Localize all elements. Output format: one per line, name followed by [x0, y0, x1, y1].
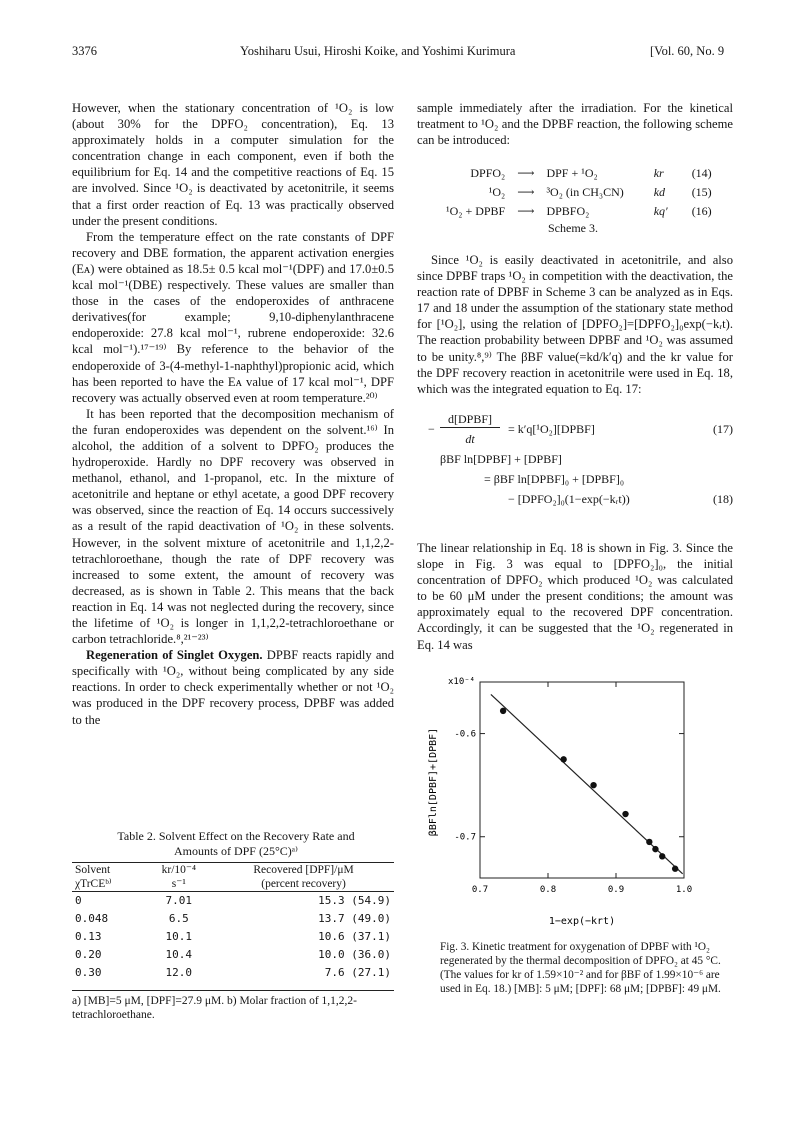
- data-point: [659, 853, 665, 859]
- scheme-rhs: DPBFO₂: [546, 204, 590, 218]
- solvent-effect-table: [72, 862, 394, 982]
- right-column-middle: [417, 252, 733, 397]
- paragraph-text: DPBF reacts rapidly and specifically with ¹O₂, without being complicated by any side reactions. In order to check experimentally whether or not ¹O₂ was produced in the DPF recovery process, DPBF was added to the: [72, 648, 395, 727]
- equation-number: (15): [691, 185, 712, 199]
- equation-line: = βBF ln[DPBF]₀ + [DPBF]₀: [484, 472, 625, 486]
- column-header: Recovered [DPF]/μM: [213, 863, 394, 878]
- y-tick-label: -0.7: [454, 832, 476, 843]
- table-row: [72, 892, 394, 911]
- y-tick-label: -0.6: [454, 729, 476, 740]
- table-cell: 10.1: [165, 930, 193, 943]
- table-cell: 0: [75, 894, 82, 907]
- scheme-lhs: ¹O₂ + DPBF: [446, 204, 506, 218]
- table-row: [72, 964, 394, 982]
- table-cell: 10.0 (36.0): [318, 948, 391, 961]
- table-cell: 6.5: [168, 912, 189, 925]
- table-cell: 0.30: [75, 966, 102, 979]
- data-point: [590, 782, 596, 788]
- minus-sign: −: [428, 422, 435, 436]
- scheme-rhs: ³O₂ (in CH₃CN): [546, 185, 624, 199]
- data-point: [622, 811, 628, 817]
- x-tick-label: 1.0: [675, 885, 693, 895]
- x-tick-label: 0.7: [471, 885, 489, 895]
- table-row: [72, 910, 394, 928]
- section-heading: Regeneration of Singlet Oxygen.: [86, 648, 263, 663]
- table-cell: 0.13: [75, 930, 102, 943]
- table-cell: 7.01: [165, 894, 193, 907]
- y-multiplier-label: x10⁻⁴: [448, 677, 476, 687]
- table-header-row: [72, 877, 394, 892]
- equation-17: [428, 410, 733, 450]
- column-header: kr/10⁻⁴: [144, 863, 213, 878]
- table-caption-line: Table 2. Solvent Effect on the Recovery Rate and: [117, 829, 355, 843]
- scheme-row: [440, 164, 718, 183]
- table-row: [72, 928, 394, 946]
- right-column-bottom: [417, 540, 733, 653]
- rate-constant: kq′: [653, 204, 668, 218]
- x-tick-label: 0.9: [607, 885, 625, 895]
- rate-constant: kd: [653, 185, 666, 199]
- table-caption: [86, 829, 386, 859]
- data-point: [652, 846, 658, 852]
- page-number: 3376: [72, 44, 97, 58]
- scheme-rhs: DPF + ¹O₂: [546, 166, 598, 180]
- equation-18: [440, 452, 733, 524]
- paragraph: From the temperature effect on the rate constants of DPF recovery and DBE formation, the apparent activation energies (Eᴀ) were obtained as 18.5± 0.5 kcal mol⁻¹(DPF) and 17.0±0.5 kcal mol⁻¹(DBE) respectively. These values are smaller than those in the cases of the endoperoxides of anthracene derivatives(for example; 9,10-diphenylanthracene endoperoxide: 27.8 kcal mol⁻¹, rubrene endoperoxide: 32.6 kcal mol⁻¹).¹⁷⁻¹⁹⁾ By reference to the behavior of the endoperoxide of 3-(4-methyl-1-naphthyl)propionic acid, which has been reported to have the Eᴀ value of 17 kcal mol⁻¹, DPF recovery was actually observed even at room temperature.²⁰⁾: [72, 229, 394, 405]
- table-cell: 7.6 (27.1): [324, 966, 391, 979]
- equation-number: (16): [691, 204, 712, 218]
- column-header: (percent recovery): [213, 877, 394, 892]
- equation-denominator: dt: [465, 432, 475, 446]
- scheme-lhs: DPFO₂: [470, 166, 506, 180]
- table-cell: 13.7 (49.0): [318, 912, 391, 925]
- table-cell: 0.048: [75, 912, 109, 925]
- x-axis-label: 1−exp(−krt): [548, 916, 616, 927]
- rate-constant: kr: [653, 166, 664, 180]
- equation-number: (14): [691, 166, 712, 180]
- scheme-arrow: ⟶: [517, 185, 535, 199]
- y-axis-label: βBFln[DPBF]+[DPBF]: [428, 727, 439, 837]
- figure-caption: Fig. 3. Kinetic treatment for oxygenation of DPBF with ¹O₂ regenerated by the thermal decomposition of DPFO₂ at 45 °C. (The values for kr of 1.59×10⁻² and for βBF of 1.99×10⁻⁶ are used in Eq. 18.) [MB]: 5 μM; [DPF]: 68 μM; [DPBF]: 49 μM.: [440, 941, 721, 995]
- scheme-3: [440, 164, 718, 221]
- table-cell: 10.6 (37.1): [318, 930, 391, 943]
- data-point: [672, 866, 678, 872]
- running-authors: Yoshiharu Usui, Hiroshi Koike, and Yoshimi Kurimura: [240, 44, 516, 58]
- data-point: [560, 756, 566, 762]
- paragraph: It has been reported that the decomposition mechanism of the furan endoperoxides was dependent on the solvent.¹⁶⁾ In alcohol, the addition of a solvent to DPFO₂ produces the hydroperoxide. Hardly no DPF recovery was observed in methanol, ethanol, and 1-propanol, etc. In the mixture of acetonitrile and heptane or ethyl acetate, a good DPF recovery was observed, since the reaction of Eq. 14 occurs successively as a result of the rapid deactivation of ¹O₂ in these solvents. However, in the solvent mixture of acetonitrile and 1,1,2,2-tetrachloroethane, though the rate of DPF recovery was increased to some extent, the amount of recovery was decreased, as is shown in Table 2. This means that the back reaction in Eq. 14 was not neglected during the recovery, since the lifetime of ¹O₂ is longer in 1,1,2,2-tetrachloroethane or carbon tetrachloride.⁸,²¹⁻²³⁾: [72, 406, 394, 647]
- table-cell: 12.0: [165, 966, 193, 979]
- column-header: χTrCEᵇ⁾: [72, 877, 144, 892]
- table-footnote: a) [MB]=5 μM, [DPF]=27.9 μM. b) Molar fraction of 1,1,2,2-tetrachloroethane.: [72, 990, 394, 1022]
- table-header-row: [72, 863, 394, 878]
- column-header: s⁻¹: [144, 877, 213, 892]
- paragraph: The linear relationship in Eq. 18 is shown in Fig. 3. Since the slope in Fig. 3 was equal to [DPFO₂]₀, the initial concentration of DPFO₂ which produced ¹O₂ was calculated to be 60 μM under the present conditions; the amount was approximately equal to the recovered DPF concentration. Accordingly, it can be suggested that the ¹O₂ regenerated in Eq. 14 was: [417, 541, 733, 652]
- scheme-arrow: ⟶: [517, 204, 535, 218]
- paragraph: Since ¹O₂ is easily deactivated in acetonitrile, and also since DPBF traps ¹O₂ in competition with the deactivation, the reaction rate of DPBF in Scheme 3 can be analyzed as in Eqs. 17 and 18 under the assumption of the stationary state method for [¹O₂], using the relation of [DPFO₂]=[DPFO₂]₀exp(−kᵣt). The reaction probability between DPBF and ¹O₂ was assumed to be unity.⁸,⁹⁾ The βBF value(=kd/k′q) and the kr value for the DPF recovery reaction in acetonitrile were used in Eq. 18, which was the integrated equation to Eq. 17:: [417, 253, 733, 396]
- equation-line: − [DPFO₂]₀(1−exp(−kᵣt)): [508, 492, 630, 506]
- x-tick-label: 0.8: [539, 885, 557, 895]
- table-cell: 10.4: [165, 948, 193, 961]
- paragraph: However, when the stationary concentration of ¹O₂ is low (about 30% for the DPFO₂ concentration), Eq. 13 approximately holds in a computer simulation for the concentration change in each component, even if both the equilibrium for Eq. 14 and the competitive reactions of Eq. 15 are involved. Since ¹O₂ is deactivated by acetonitrile, it seems that a first order reaction of Eq. 13 was practically observed under the present conditions.: [72, 101, 394, 228]
- equation-number: (18): [713, 492, 733, 506]
- right-column-top: [417, 100, 733, 148]
- volume-issue: [Vol. 60, No. 9: [650, 44, 725, 58]
- paragraph: sample immediately after the irradiation. For the kinetical treatment to ¹O₂ and the DPBF reaction, the following scheme can be introduced:: [417, 101, 733, 148]
- table-cell: 0.20: [75, 948, 102, 961]
- equation-numerator: d[DPBF]: [440, 412, 500, 428]
- table-row: [72, 946, 394, 964]
- scheme-arrow: ⟶: [517, 166, 535, 180]
- data-point: [500, 708, 506, 714]
- equation-rhs: = k′q[¹O₂][DPBF]: [508, 422, 595, 436]
- equation-number: (17): [713, 422, 733, 436]
- scheme-lhs: ¹O₂: [488, 185, 506, 199]
- figure-3-chart: [420, 672, 740, 932]
- left-column: [72, 100, 394, 728]
- equation-line: βBF ln[DPBF] + [DPBF]: [440, 452, 562, 466]
- scheme-label: Scheme 3.: [548, 221, 598, 235]
- scheme-row: [440, 183, 718, 202]
- table-caption-line: Amounts of DPF (25°C)ᵃ⁾: [173, 844, 299, 858]
- scheme-row: [440, 202, 718, 221]
- data-point: [646, 839, 652, 845]
- table-cell: 15.3 (54.9): [318, 894, 391, 907]
- column-header: Solvent: [72, 863, 144, 878]
- paragraph: [72, 647, 394, 727]
